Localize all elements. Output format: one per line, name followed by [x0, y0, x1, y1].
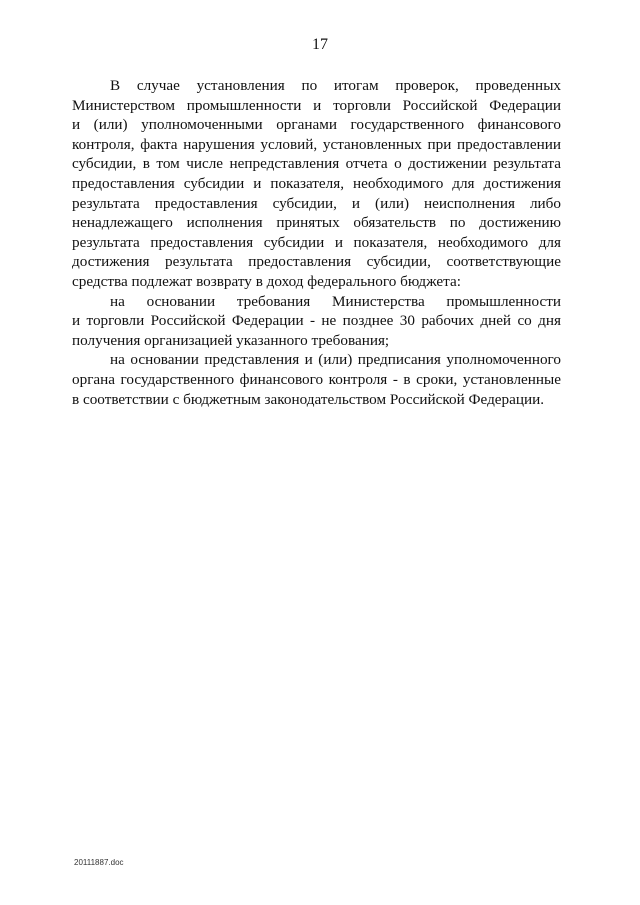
text-line: Министерством промышленности и торговли Российской Федерации: [72, 96, 561, 114]
text-line: контроля, факта нарушения условий, установленных при предоставлении: [72, 135, 561, 153]
page-number: 17: [312, 36, 328, 53]
paragraph-ministry-requirement: [72, 292, 561, 351]
text-line: и торговли Российской Федерации - не позднее 30 рабочих дней со дня: [72, 312, 561, 330]
document-body: [72, 76, 561, 409]
text-line: средства подлежат возврату в доход федерального бюджета:: [72, 272, 461, 290]
footer-filename: 20111887.doc: [74, 858, 124, 867]
text-line: ненадлежащего исполнения принятых обязательств по достижению: [72, 214, 561, 232]
text-line: в соответствии с бюджетным законодательством Российской Федерации.: [72, 390, 545, 408]
text-line: результата предоставления субсидии и показателя, необходимого для: [72, 233, 561, 251]
paragraph-control-body-order: [72, 350, 561, 409]
text-line: В случае установления по итогам проверок, проведенных: [110, 77, 561, 94]
paragraph-refund-conditions: [72, 76, 561, 292]
text-line: органа государственного финансового контроля - в сроки, установленные: [72, 370, 561, 388]
text-line: получения организацией указанного требования;: [72, 331, 390, 349]
text-line: на основании требования Министерства промышленности: [110, 292, 561, 310]
text-line: предоставления субсидии и показателя, необходимого для достижения: [72, 174, 561, 192]
text-line: достижения результата предоставления субсидии, соответствующие: [72, 253, 561, 271]
text-line: субсидии, в том числе непредставления отчета о достижении результата: [72, 155, 561, 173]
text-line: результата предоставления субсидии, и (или) неисполнения либо: [72, 194, 561, 212]
text-line: и (или) уполномоченными органами государственного финансового: [72, 116, 561, 134]
text-line: на основании представления и (или) предписания уполномоченного: [110, 351, 561, 369]
